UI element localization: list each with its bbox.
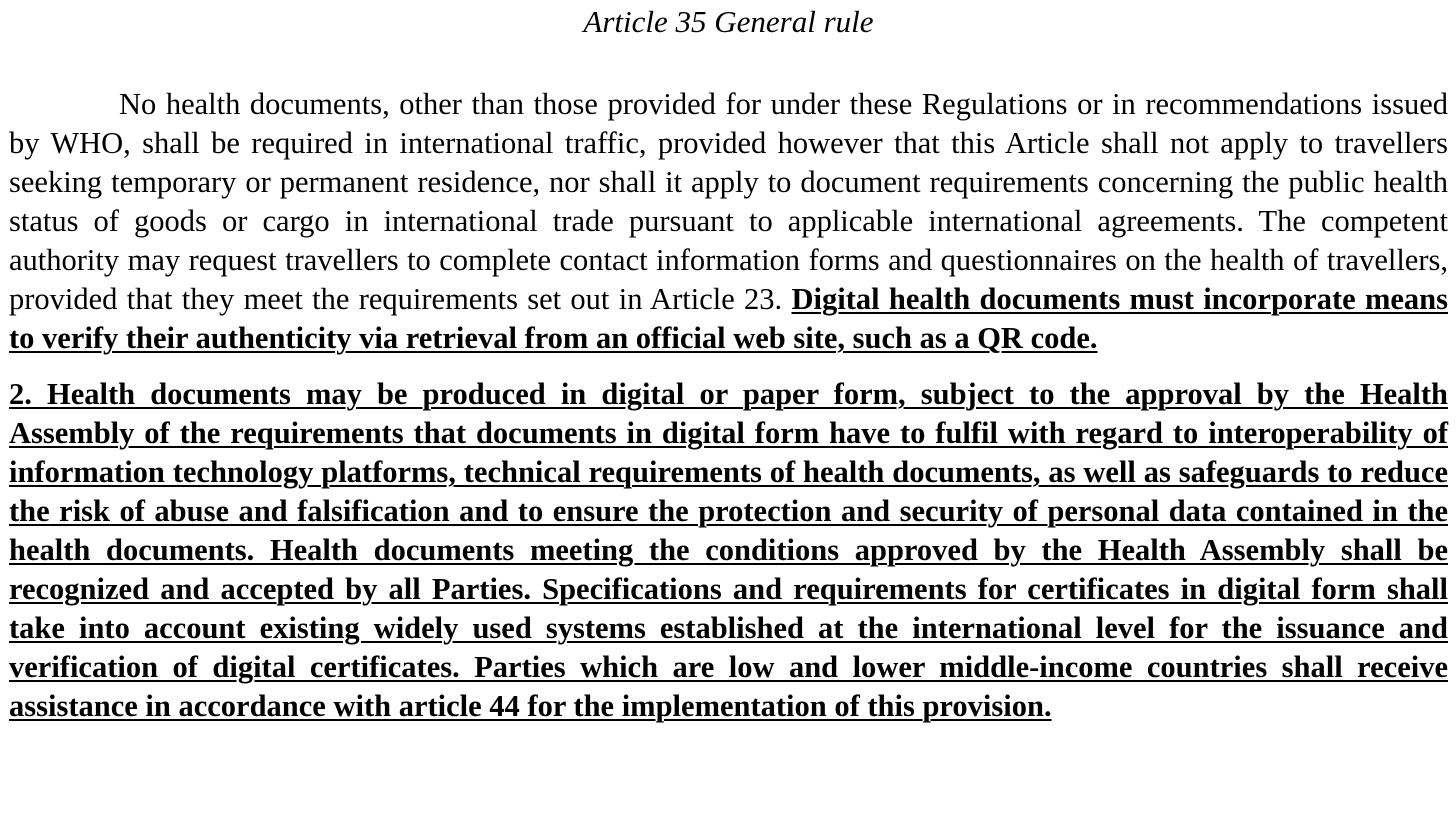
paragraph-2 [9,375,1448,726]
paragraph-1 [9,85,1448,358]
paragraph-1-text: No health documents, other than those provided for under these Regulations or in recommendations issued by WHO, shall be required in international traffic, provided however that this Article shall not apply to travellers seeking temporary or permanent residence, nor shall it apply to document requirements concerning the public health status of goods or cargo in international trade pursuant to applicable international agreements. The competent authority may request travellers to complete contact information forms and questionnaires on the health of travellers, provided that they meet the requirements set out in Article 23. [9,87,1448,316]
article-title: Article 35 General rule [583,4,874,39]
paragraph-2-amendment: 2. Health documents may be produced in digital or paper form, subject to the approval by the Health Assembly of the requirements that documents in digital form have to fulfil with regard to interoperability of information technology platforms, technical requirements of health documents, as well as safeguards to reduce the risk of abuse and falsification and to ensure the protection and security of personal data contained in the health documents. Health documents meeting the conditions approved by the Health Assembly shall be recognized and accepted by all Parties. Specifications and requirements for certificates in digital form shall take into account existing widely used systems established at the international level for the issuance and verification of digital certificates. Parties which are low and lower middle-income countries shall receive assistance in accordance with article 44 for the implementation of this provision. [9,377,1448,723]
paragraph-1-amendment: Digital health documents must incorporate means to verify their authenticity via retrieval from an official web site, such as a QR code. [9,282,1448,355]
document-page [0,3,1456,813]
